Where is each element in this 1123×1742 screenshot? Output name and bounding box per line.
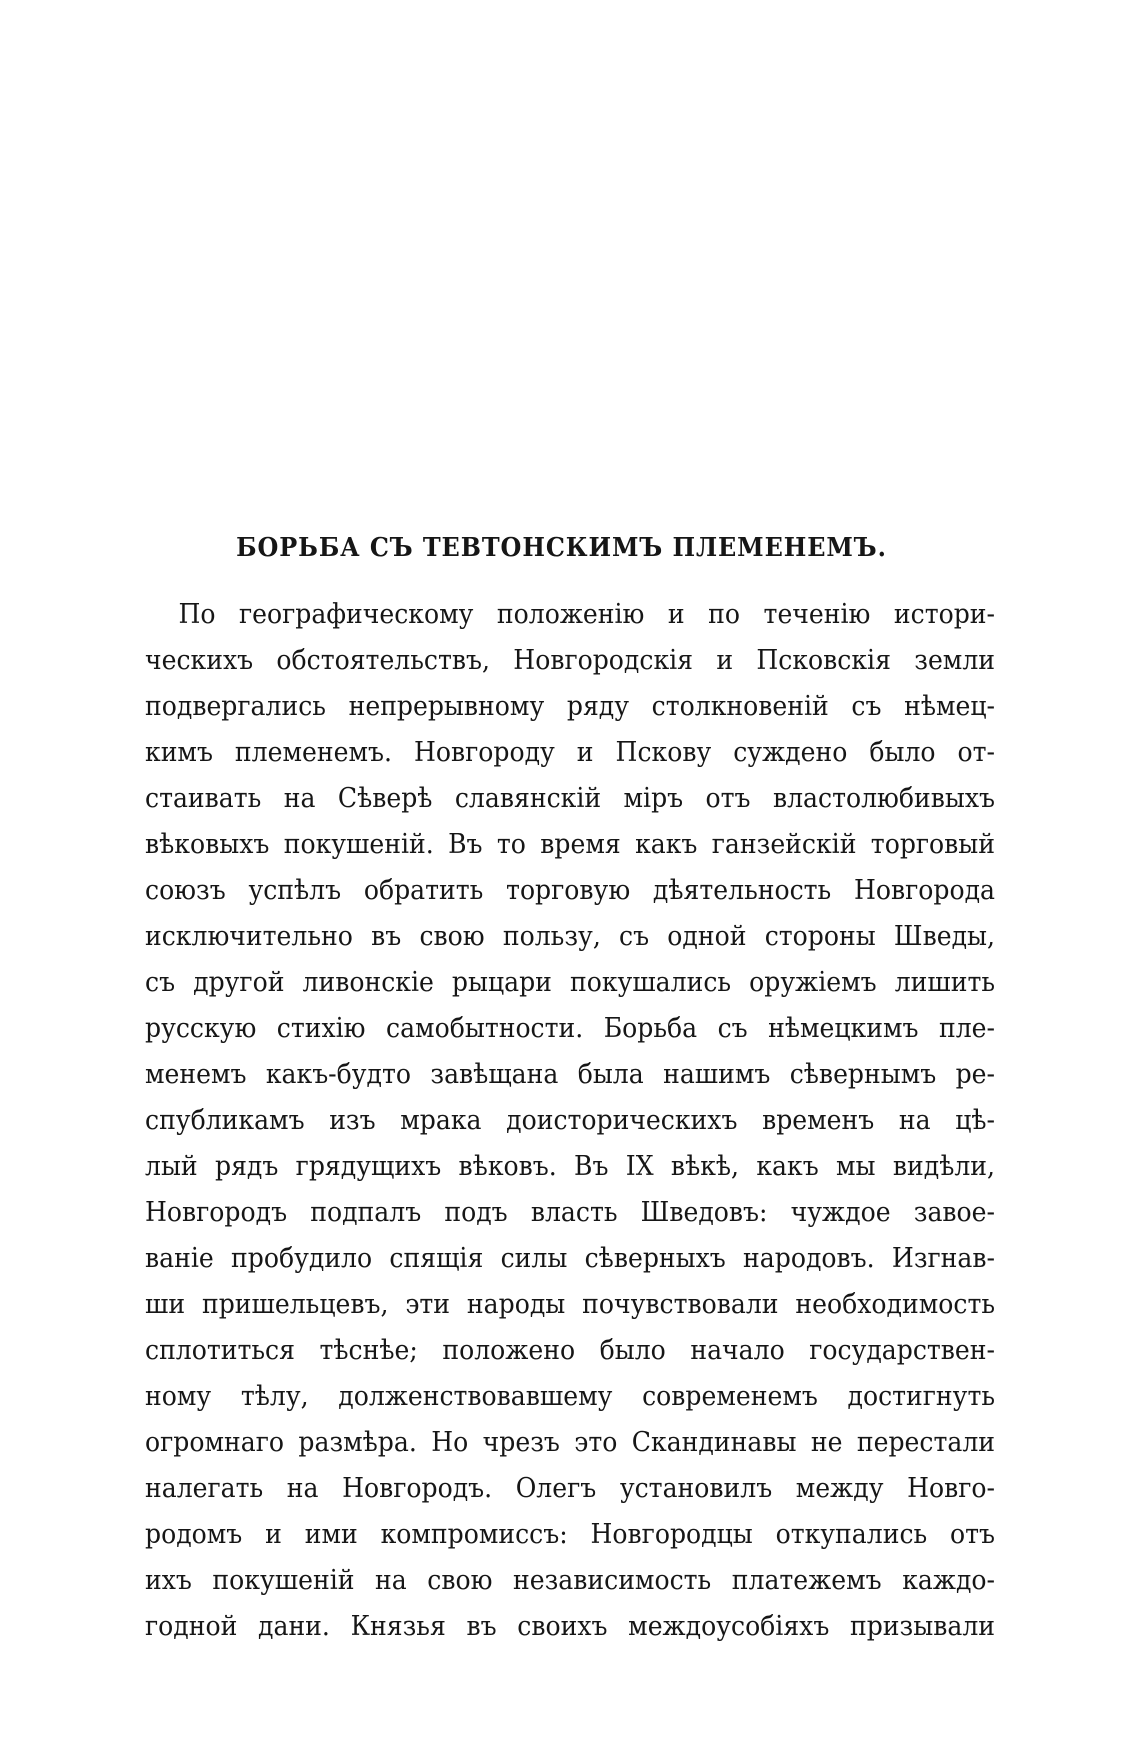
text-line: вѣковыхъ покушеній. Въ то время какъ ганзейскій торговый (145, 829, 996, 860)
chapter-heading: БОРЬБА СЪ ТЕВТОНСКИМЪ ПЛЕМЕНЕМЪ. (236, 533, 887, 563)
text-line: ческихъ обстоятельствъ, Новгородскія и Псковскія земли (145, 645, 996, 676)
text-line: ихъ покушеній на свою независимость платежемъ каждо- (145, 1565, 996, 1596)
text-line: годной дани. Князья въ своихъ междоусобіяхъ призывали (145, 1611, 996, 1642)
text-line: русскую стихію самобытности. Борьба съ нѣмецкимъ пле- (145, 1013, 996, 1044)
text-line: Новгородъ подпалъ подъ власть Шведовъ: чуждое завое- (145, 1197, 996, 1228)
text-line: съ другой ливонскіе рыцари покушались оружіемъ лишить (145, 967, 996, 998)
text-line: кимъ племенемъ. Новгороду и Пскову суждено было от- (145, 737, 996, 768)
body-text (145, 592, 995, 1650)
text-line: родомъ и ими компромиссъ: Новгородцы откупались отъ (145, 1519, 996, 1550)
text-line: подвергались непрерывному ряду столкновеній съ нѣмец- (145, 691, 996, 722)
text-line: налегать на Новгородъ. Олегъ установилъ между Новго- (145, 1473, 996, 1504)
text-line: ваніе пробудило спящія силы сѣверныхъ народовъ. Изгнав- (145, 1243, 996, 1274)
text-line: лый рядъ грядущихъ вѣковъ. Въ IX вѣкѣ, какъ мы видѣли, (145, 1151, 996, 1182)
text-line: ши пришельцевъ, эти народы почувствовали необходимость (145, 1289, 996, 1320)
text-line: огромнаго размѣра. Но чрезъ это Скандинавы не перестали (145, 1427, 996, 1458)
text-line: стаивать на Сѣверѣ славянскій міръ отъ властолюбивыхъ (145, 783, 996, 814)
text-line: союзъ успѣлъ обратить торговую дѣятельность Новгорода (145, 875, 996, 906)
text-line: ному тѣлу, долженствовавшему современемъ достигнуть (145, 1381, 996, 1412)
text-line: По географическому положенію и по теченію истори- (178, 599, 996, 630)
text-line: сплотиться тѣснѣе; положено было начало государствен- (145, 1335, 996, 1366)
text-line: спубликамъ изъ мрака доисторическихъ временъ на цѣ- (145, 1105, 996, 1136)
text-line: менемъ какъ-будто завѣщана была нашимъ сѣвернымъ ре- (145, 1059, 996, 1090)
text-line: исключительно въ свою пользу, съ одной стороны Шведы, (145, 921, 996, 952)
